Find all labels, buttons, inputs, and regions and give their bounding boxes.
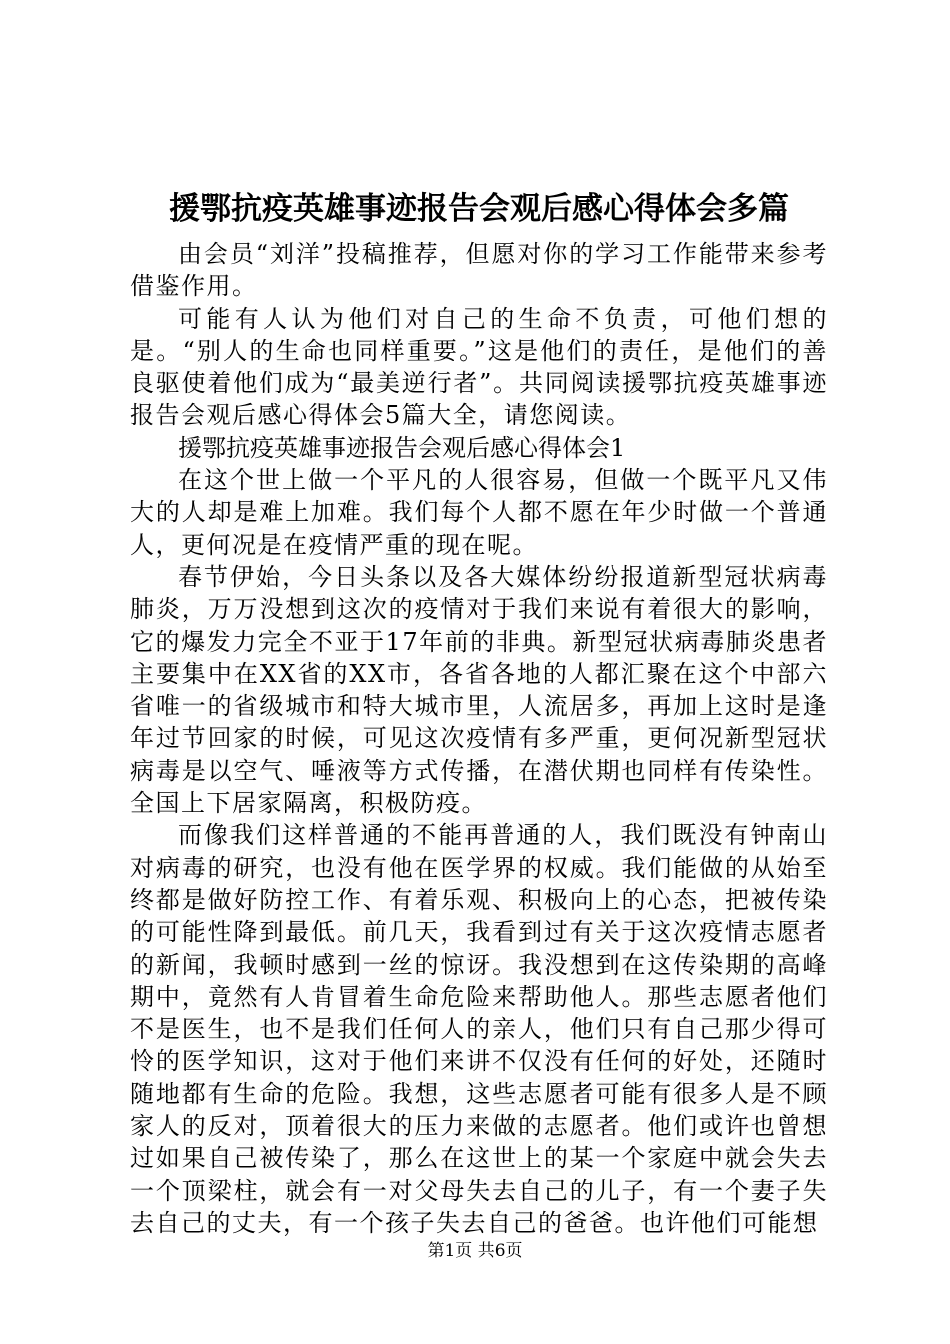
paragraph-summary: 可能有人认为他们对自己的生命不负责，可他们想的是。“别人的生命也同样重要。”这是他们的责任，是他们的善良驱使着他们成为“最美逆行者”。共同阅读援鄂抗疫英雄事迹报告会观后感心得体会5篇大全，请您阅读。 bbox=[130, 304, 828, 430]
document-page bbox=[130, 185, 828, 1239]
paragraph-1: 在这个世上做一个平凡的人很容易，但做一个既平凡又伟大的人却是难上加难。我们每个人都不愿在年少时做一个普通人，更何况是在疫情严重的现在呢。 bbox=[130, 466, 828, 559]
paragraph-3: 而像我们这样普通的不能再普通的人，我们既没有钟南山对病毒的研究，也没有他在医学界的权威。我们能做的从始至终都是做好防控工作、有着乐观、积极向上的心态，把被传染的可能性降到最低。前几天，我看到过有关于这次疫情志愿者的新闻，我顿时感到一丝的惊讶。我没想到在这传染期的高峰期中，竟然有人肯冒着生命危险来帮助他人。那些志愿者他们不是医生，也不是我们任何人的亲人，他们只有自己那少得可怜的医学知识，这对于他们来讲不仅没有任何的好处，还随时随地都有生命的危险。我想，这些志愿者可能有很多人是不顾家人的反对，顶着很大的压力来做的志愿者。他们或许也曾想过如果自己被传染了，那么在这世上的某一个家庭中就会失去一个顶梁柱，就会有一对父母失去自己的儿子，有一个妻子失去自己的丈夫，有一个孩子失去自己的爸爸。也许他们可能想 bbox=[130, 821, 828, 1237]
page-footer: 第1页 共6页 bbox=[427, 1241, 523, 1261]
document-title: 援鄂抗疫英雄事迹报告会观后感心得体会多篇 bbox=[169, 191, 789, 227]
section-heading: 援鄂抗疫英雄事迹报告会观后感心得体会1 bbox=[178, 433, 626, 462]
paragraph-2: 春节伊始，今日头条以及各大媒体纷纷报道新型冠状病毒肺炎，万万没想到这次的疫情对于我们来说有着很大的影响，它的爆发力完全不亚于17年前的非典。新型冠状病毒肺炎患者主要集中在XX省的XX市，各省各地的人都汇聚在这个中部六省唯一的省级城市和特大城市里，人流居多，再加上这时是逢年过节回家的时候，可见这次疫情有多严重，更何况新型冠状病毒是以空气、唾液等方式传播，在潜伏期也同样有传染性。全国上下居家隔离，积极防疫。 bbox=[130, 562, 828, 818]
document-body bbox=[130, 238, 828, 1239]
paragraph-intro: 由会员“刘洋”投稿推荐，但愿对你的学习工作能带来参考借鉴作用。 bbox=[130, 240, 828, 301]
